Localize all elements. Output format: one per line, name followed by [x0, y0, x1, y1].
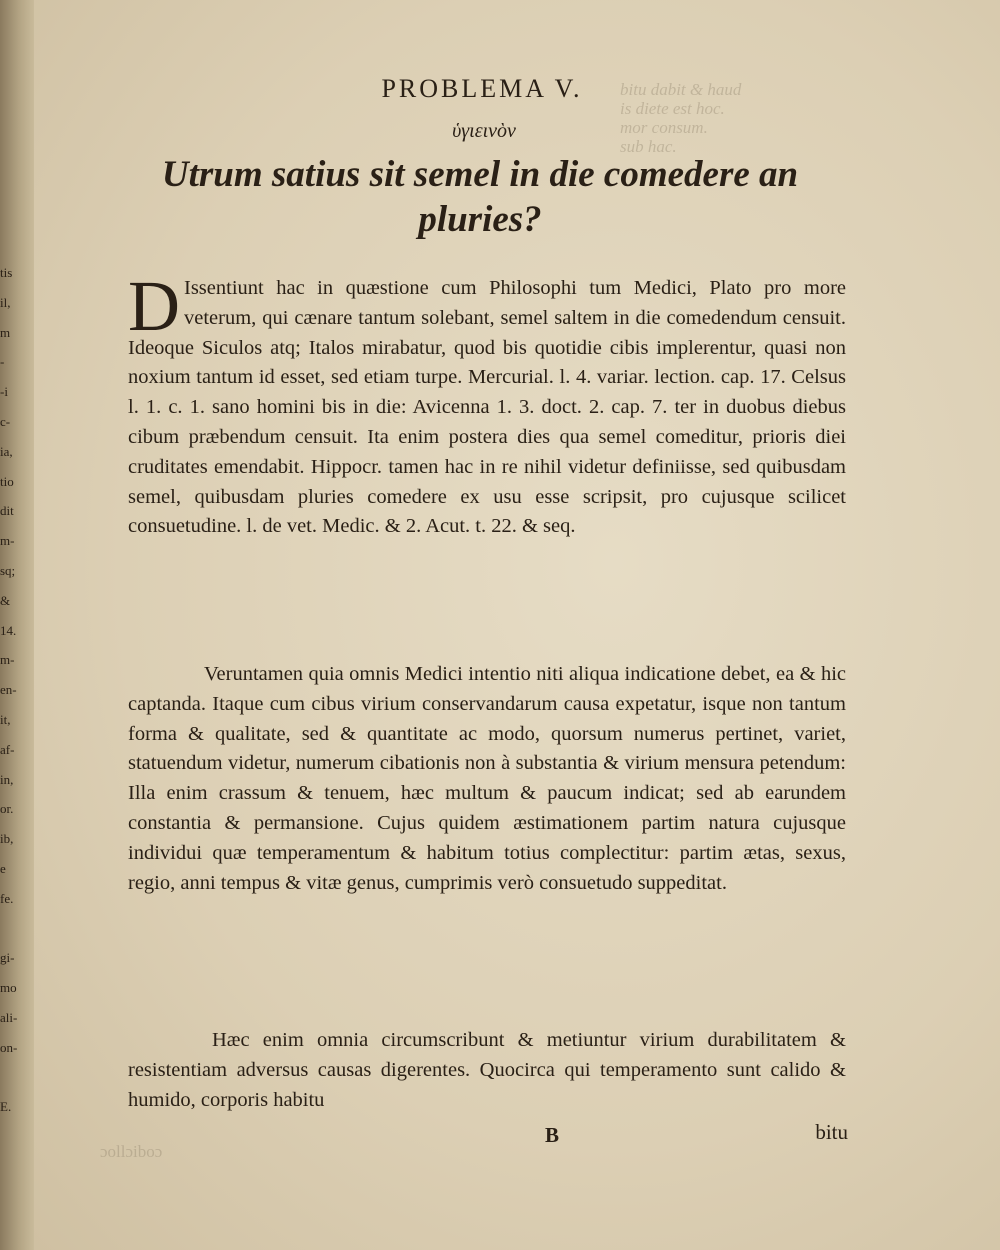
greek-subheading: ὑγιεινὸν [452, 120, 516, 142]
show-through-text: bitu dabit & haud is diete est hoc. mor consum. sub hac. [620, 80, 742, 156]
signature-mark: B [544, 1123, 559, 1147]
problem-title: Utrum satius sit semel in die comedere an pluries? [161, 154, 799, 240]
paragraph-1 [128, 266, 846, 542]
show-through-text-bottom: ɔollɔiboɔ [100, 1142, 163, 1161]
running-head: PROBLEMA V. [381, 74, 583, 103]
paragraph-1-text: Issentiunt hac in quæstione cum Philosophi tum Medici, Plato pro more veterum, qui cænare tantum solebant, semel saltem in die comedendum censuit. Ideoque Siculos atq; Italos mirabatur, quod bis quotidie cibis implerentur, quasi non noxium tantum id esset, sed etiam turpe. Mercurial. l. 4. variar. lection. cap. 17. Celsus l. 1. c. 1. sano homini bis in die: Avicenna 1. 3. doct. 2. cap. 7. ter in duobus diebus cibum præbendum censuit. Ita enim postera dies qua semel comeditur, prioris diei cruditates emendabit. Hippocr. tamen hac in re nihil videtur definiisse, sed quibusdam semel, quibusdam pluries comedere ex usu esse scripsit, pro cujusque scilicet consuetudine. l. de vet. Medic. & 2. Acut. t. 22. & seq. [128, 277, 846, 538]
paragraph-2: Veruntamen quia omnis Medici intentio niti aliqua indicatione debet, ea & hic captanda. Itaque cum cibus virium conservandarum causa expetatur, isque non tantum forma & qualitate, sed & quantitate ac modo, quorsum numerus pertinet, variet, statuendum videtur, numerum cibationis non à substantia & virium mensura petendum: Illa enim crassum & tenuem, hæc multum & paucum indicat; sed ab earundem constantia & permansione. Cujus quidem æstimationem partim natura cujusque individui quæ temperamentum & habitum totius complectitur: partim ætas, sexus, regio, anni tempus & vitæ genus, cumprimis verò consuetudo suppeditat. [128, 663, 846, 894]
drop-cap: D [128, 266, 180, 346]
paragraph-3: Hæc enim omnia circumscribunt & metiuntur virium durabilitatem & resistentiam adversus causas digerentes. Quocirca qui temperamento sunt calido & humido, corporis habitu [128, 1029, 846, 1111]
facing-page-edge-text: tis il, m - -i c- ia, tio dit m- sq; & 14. m- en- it, af- in, or. ib, e fe. gi- mo ali- on- E. [0, 265, 18, 1115]
catchword: bitu [815, 1120, 848, 1144]
